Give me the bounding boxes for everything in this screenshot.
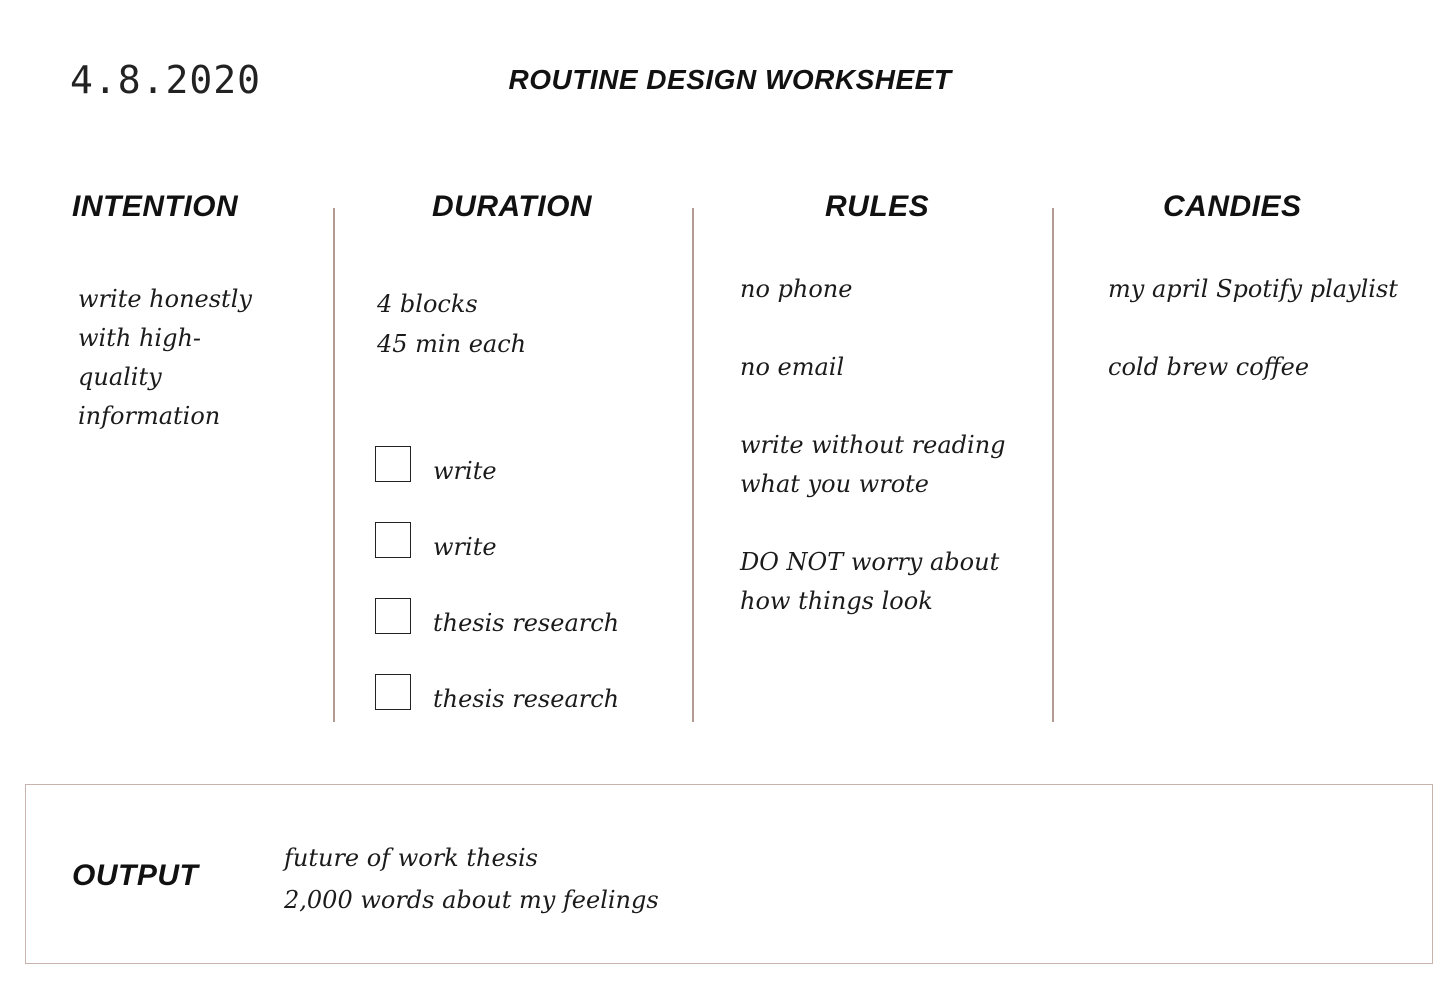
block-checkbox[interactable] <box>375 446 411 482</box>
rule-line: no phone <box>740 275 853 303</box>
worksheet-date: 4.8.2020 <box>70 58 262 102</box>
candies-heading: CANDIES <box>1163 190 1302 223</box>
rule-item <box>740 270 852 309</box>
duration-heading: DURATION <box>432 190 593 223</box>
duration-line: 45 min each <box>377 330 527 358</box>
rule-line: no email <box>740 353 845 381</box>
candy-item: my april Spotify playlist <box>1108 275 1398 303</box>
block-label: write <box>433 457 497 485</box>
rules-heading: RULES <box>825 190 930 223</box>
output-line: future of work thesis <box>284 844 538 872</box>
output-section <box>25 784 1433 964</box>
intention-line: with high- <box>78 324 202 352</box>
duration-line: 4 blocks <box>377 290 478 318</box>
worksheet-title: ROUTINE DESIGN WORKSHEET <box>508 64 952 95</box>
block-label: write <box>433 533 497 561</box>
block-checkbox[interactable] <box>375 598 411 634</box>
intention-heading: INTENTION <box>72 190 239 223</box>
duration-text <box>377 284 526 364</box>
block-checkbox[interactable] <box>375 674 411 710</box>
column-divider <box>1052 208 1054 722</box>
block-checkbox[interactable] <box>375 522 411 558</box>
rule-line: what you wrote <box>740 470 929 498</box>
intention-line: write honestly <box>78 285 252 313</box>
rule-line: write without reading <box>740 431 1006 459</box>
column-divider <box>333 208 335 722</box>
output-line: 2,000 words about my feelings <box>284 886 659 914</box>
block-label: thesis research <box>433 685 620 713</box>
block-item[interactable] <box>375 520 497 560</box>
intention-line: quality <box>78 363 162 391</box>
candy-item: cold brew coffee <box>1108 353 1310 381</box>
output-text <box>284 837 659 921</box>
rule-item <box>740 348 844 387</box>
block-item[interactable] <box>375 596 619 636</box>
block-item[interactable] <box>375 444 497 484</box>
block-item[interactable] <box>375 672 619 712</box>
rule-item <box>740 426 1006 504</box>
rule-line: DO NOT worry about <box>740 548 1000 576</box>
output-heading: OUTPUT <box>72 859 199 892</box>
rule-line: how things look <box>740 587 933 615</box>
column-divider <box>692 208 694 722</box>
rule-item <box>740 543 999 621</box>
intention-line: information <box>78 402 221 430</box>
intention-text <box>78 280 252 436</box>
block-label: thesis research <box>433 609 620 637</box>
